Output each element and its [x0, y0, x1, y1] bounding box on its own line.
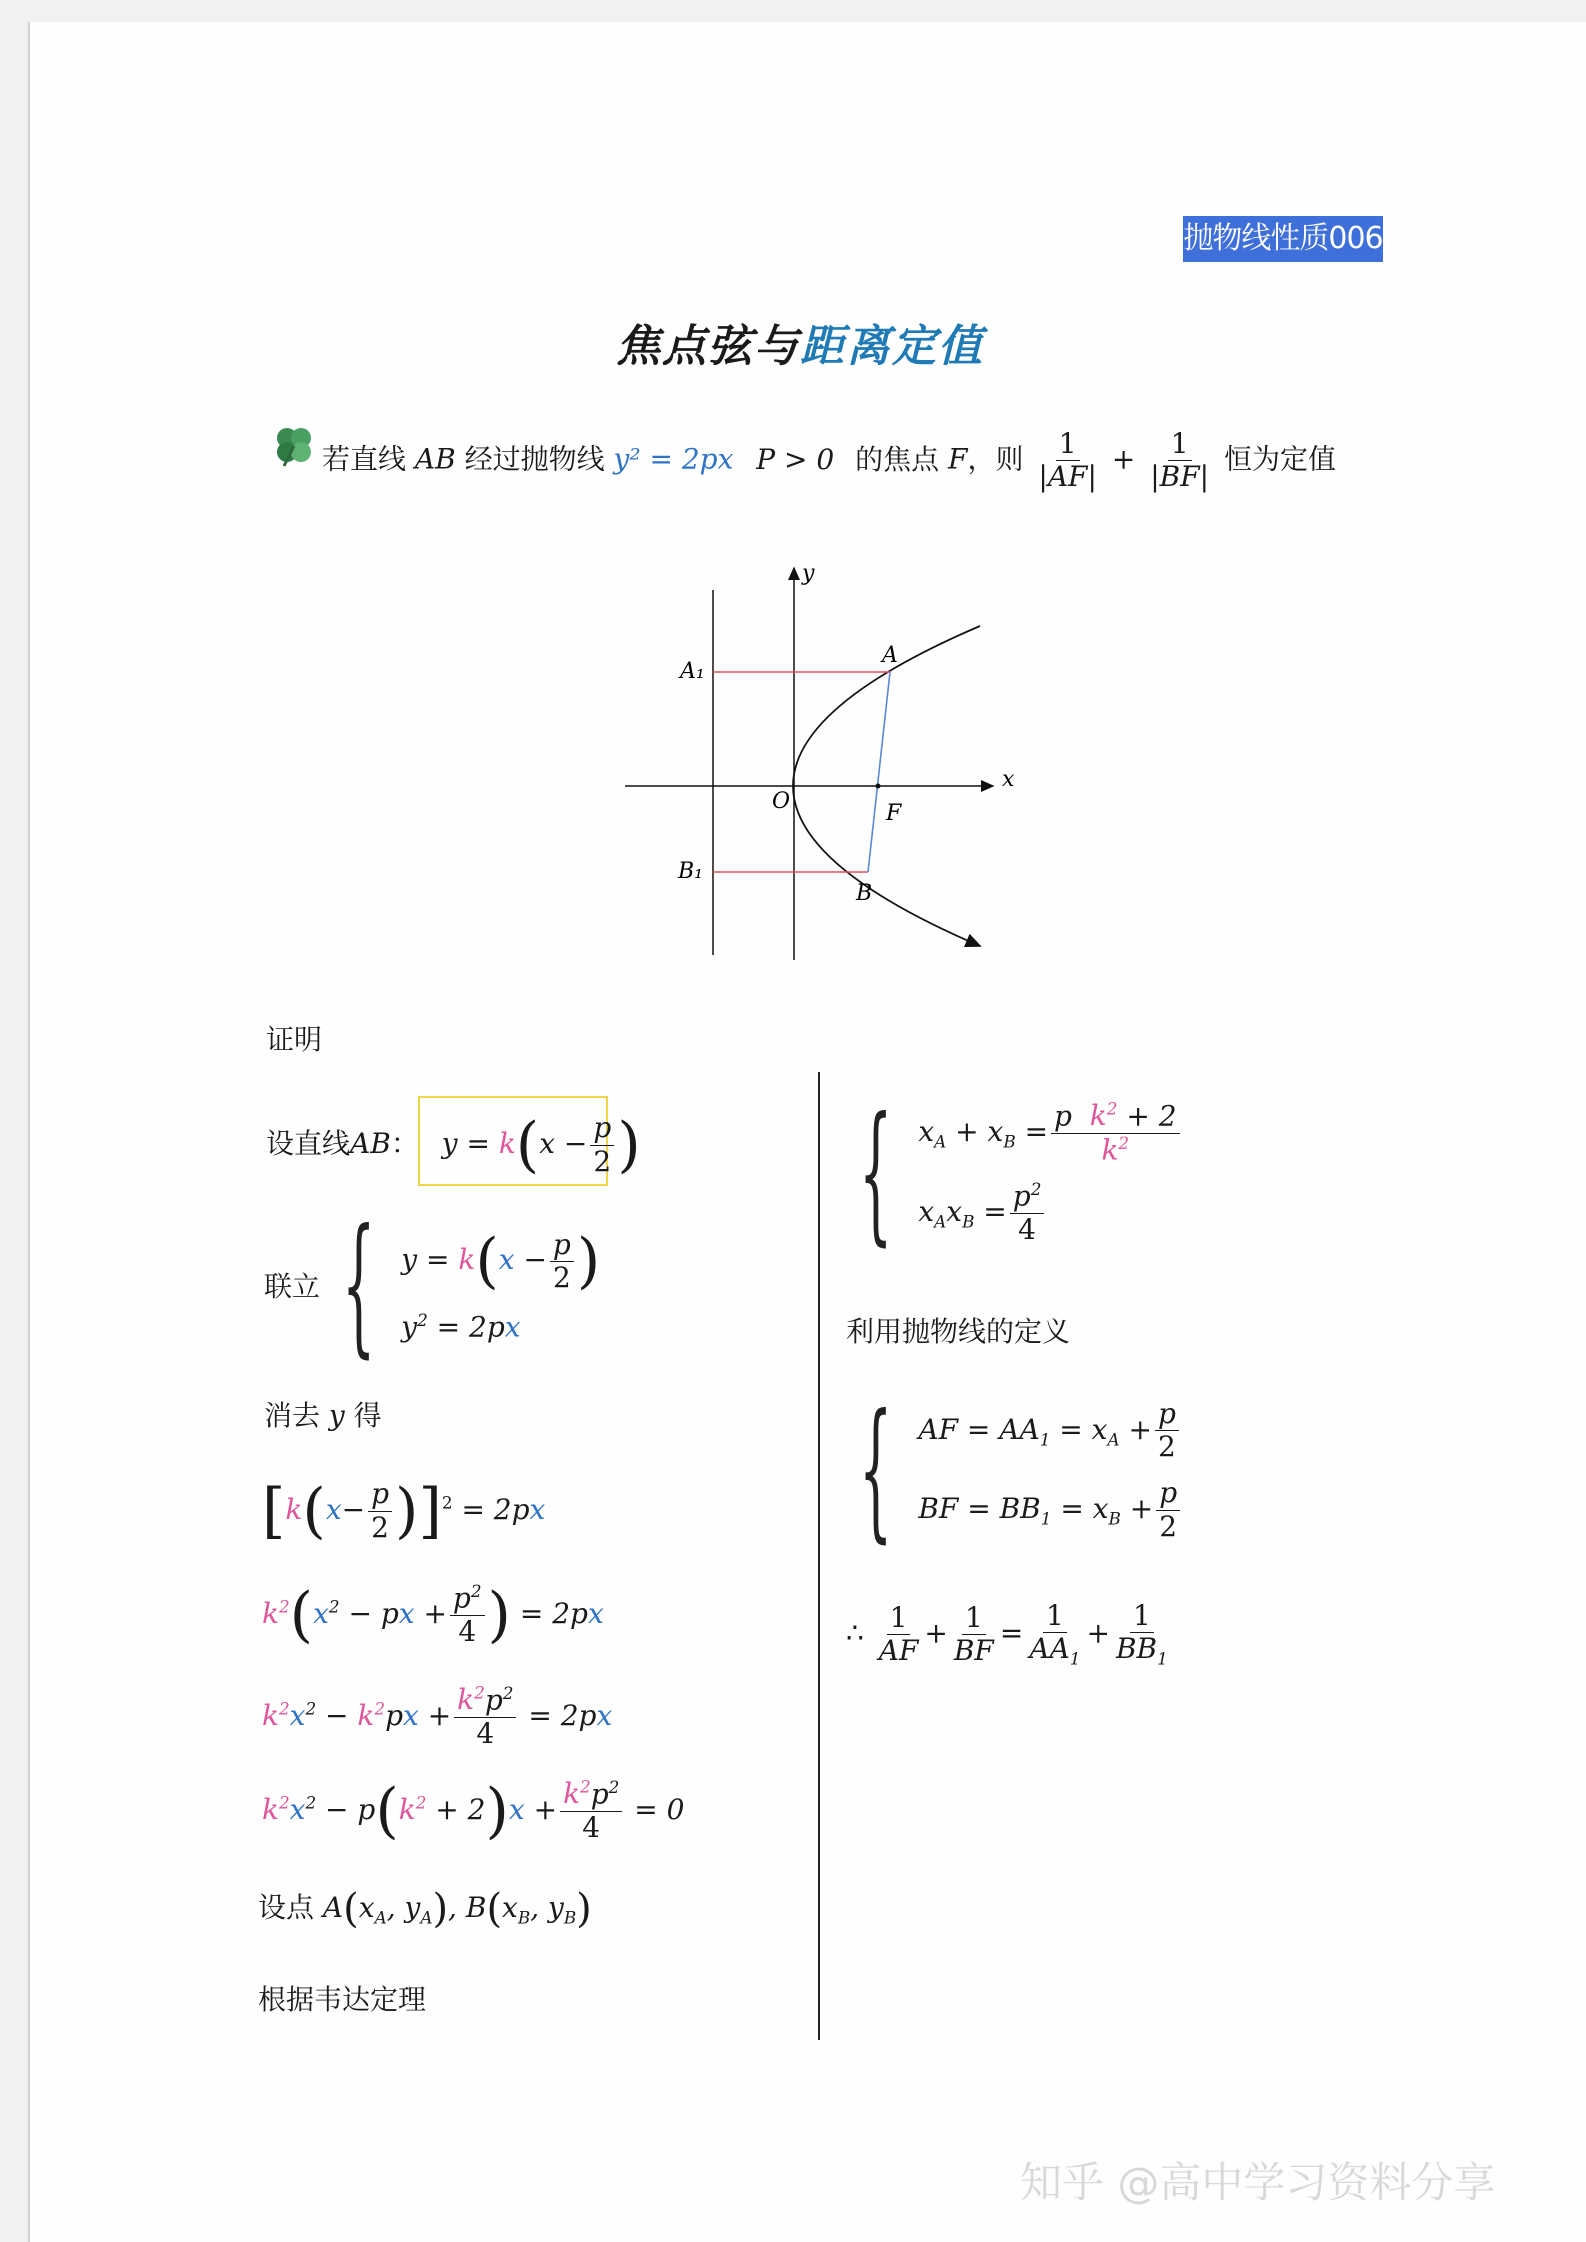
eq-step-4: $k^2x^2 - p(k^2 + 2)x$ + $\frac{k^2p^2}{4}$ = 0: [262, 1776, 685, 1846]
frac-1-af: $\frac{1}{|AF|}$: [1038, 427, 1097, 494]
problem-focus-text: 的焦点: [855, 442, 940, 476]
problem-then: ，则: [967, 442, 1024, 476]
x-label: x: [1002, 767, 1015, 792]
focal-chord: [868, 672, 890, 872]
eq-step-2: $k^2(x^2$ − px + $\frac{p^2}{4}$ ) = 2px: [262, 1580, 604, 1650]
proof-heading: 证明: [266, 1023, 323, 1056]
definition-system: { AF = $AA_1 = x_A$ + $\frac{p}{2}$ BF = $BB_1 = x_B$ + $\frac{p}{2}$: [846, 1384, 1183, 1557]
problem-suffix: 恒为定值: [1223, 442, 1336, 476]
title-part1: 焦点弦与: [616, 321, 800, 372]
title-part2: 距离定值: [800, 321, 984, 372]
origin-label: O: [772, 789, 791, 814]
problem-ab: AB: [414, 442, 456, 476]
vieta-system: { $x_A + x_B$ = $\frac{p k^2 + 2}{k^2}$ $x_Ax_B$ = $\frac{p^2}{4}$: [846, 1086, 1183, 1260]
focus-point: [876, 784, 881, 789]
focus-label: F: [886, 801, 902, 826]
series-tag: 抛物线性质006: [1183, 216, 1383, 262]
point-a1-label: A₁: [680, 659, 705, 684]
problem-focus-F: F: [948, 442, 968, 476]
eq-step-3: $k^2x^2 - k^2px$ + $\frac{k^2p^2}{4}$ = 2px: [262, 1683, 613, 1750]
frac-1-bf: $\frac{1}{|BF|}$: [1150, 427, 1210, 494]
problem-condition: P > 0: [756, 442, 835, 476]
point-a-label: A: [882, 643, 898, 668]
eliminate-text: 消去 y 得: [264, 1399, 382, 1432]
vieta-text: 根据韦达定理: [258, 1983, 427, 2016]
joint-system: 联立 { y = k(x − $\frac{p}{2}$ ) $y^2 = 2px$: [264, 1198, 601, 1372]
eq-step-1: [k(x− $\frac{p}{2}$ )]$^2$ = 2px: [262, 1476, 546, 1546]
column-divider: [818, 1072, 820, 2040]
set-points: 设点 $A(x_A$, $y_A$), $B(x_B$, $y_B$): [258, 1886, 592, 1932]
line-equation: 设直线AB： y = k(x − $\frac{p}{2}$ ): [266, 1110, 641, 1180]
parabola-diagram: [600, 550, 1020, 970]
definition-text: 利用抛物线的定义: [846, 1315, 1071, 1348]
point-b-label: B: [856, 881, 873, 906]
problem-statement: 若直线 AB 经过抛物线 y² = 2px P > 0 的焦点 F，则 $\frac{1}{|AF|}$ + $\frac{1}{|BF|}$ 恒为定值: [322, 427, 1336, 494]
conclusion: ∴ $\frac{1}{AF}$ + $\frac{1}{BF}$ = $\frac{1}{AA_1}$ + $\frac{1}{BB_1}$: [846, 1599, 1168, 1669]
problem-parabola: y² = 2px: [613, 442, 734, 476]
watermark: 知乎 @高中学习资料分享: [1020, 2158, 1496, 2207]
page-title: [600, 310, 1000, 374]
problem-prefix: 若直线: [322, 442, 407, 476]
problem-mid: 经过抛物线: [464, 442, 605, 476]
y-label: y: [802, 561, 815, 586]
point-b1-label: B₁: [678, 859, 703, 884]
clover-icon: [272, 424, 316, 468]
